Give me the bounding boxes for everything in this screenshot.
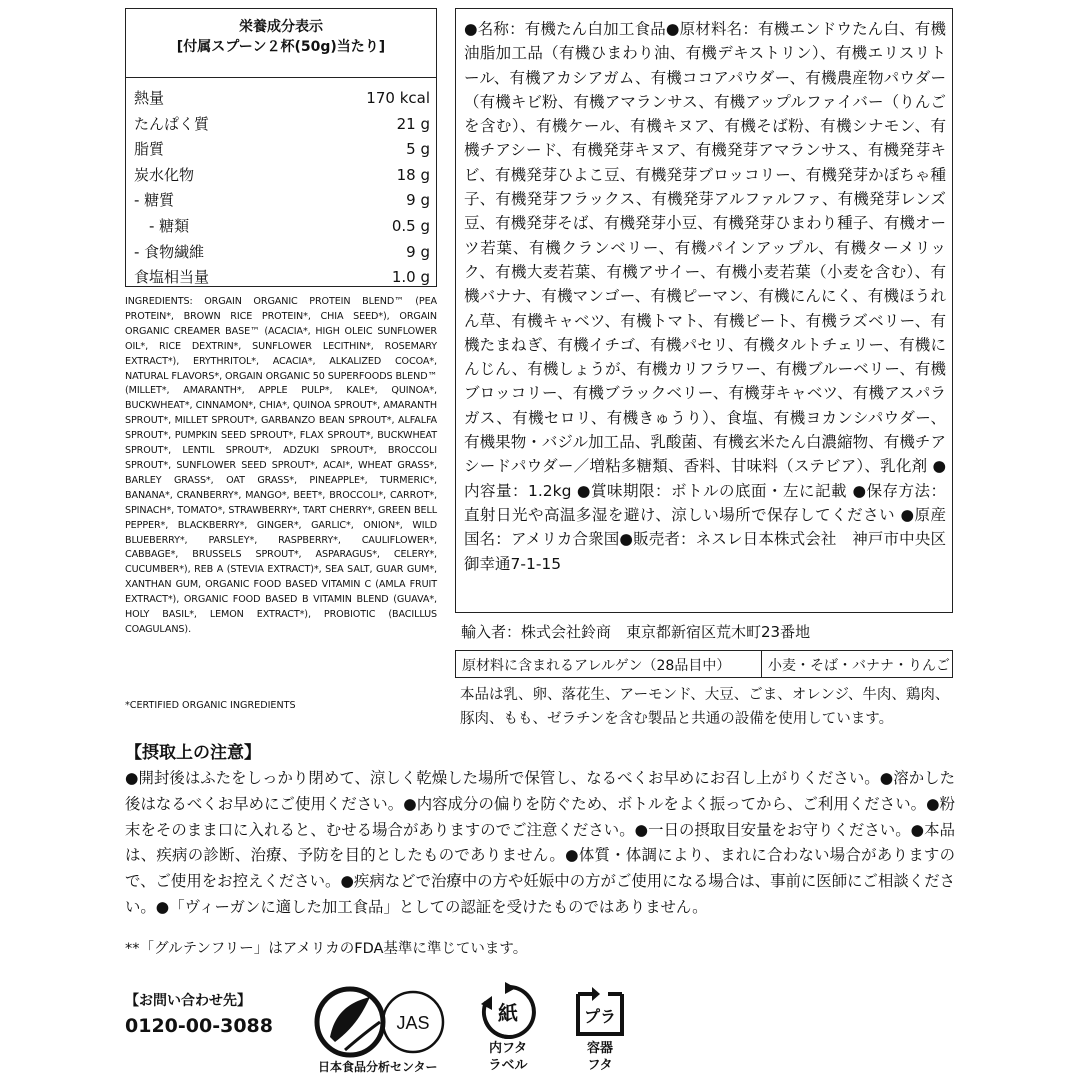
plastic-caption-line1: 容器 xyxy=(586,1041,613,1056)
paper-caption-line2: ラベル xyxy=(488,1058,528,1073)
nutrition-row xyxy=(134,214,430,240)
contact-label: 【お問い合わせ先】 xyxy=(125,993,251,1009)
nutrition-row-label: - 糖質 xyxy=(134,191,175,210)
nutrition-table xyxy=(125,8,437,287)
gluten-free-note: **「グルテンフリー」はアメリカのFDA基準に準じています。 xyxy=(125,941,528,957)
jas-mark-text: JAS xyxy=(396,1013,430,1033)
nutrition-row-value: 0.5 g xyxy=(391,216,430,235)
nutrition-row xyxy=(134,86,430,112)
nutrition-row-label: 炭水化物 xyxy=(134,165,195,184)
paper-caption xyxy=(480,1040,536,1074)
nutrition-row xyxy=(134,265,430,291)
allergen-label: 原材料に含まれるアレルゲン（28品目中） xyxy=(456,651,762,677)
caution-body: ●開封後はふたをしっかり閉めて、涼しく乾燥した場所で保管し、なるべくお早めにお召し上がりください。●溶かした後はなるべくお早めにご使用ください。●内容成分の偏りを防ぐため、ボトルをよく振ってから、ご利用ください。●粉末をそのまま口に入れると、むせる場合がありますのでご注意ください。●一日の摂取目安量をお守りください。●本品は、疾病の診断、治療、予防を目的としたものでありません。●体質・体調により、まれに合わない場合がありますので、ご使用をお控えください。●疾病などで治療中の方や妊娠中の方がご使用になる場合は、事前に医師にご相談ください。●「ヴィーガンに適した加工食品」としての認証を受けたものではありません。 xyxy=(125,769,955,916)
nutrition-rows xyxy=(126,78,436,291)
nutrition-row xyxy=(134,137,430,163)
nutrition-row-value: 5 g xyxy=(406,140,430,159)
nutrition-row xyxy=(134,188,430,214)
nutrition-row-value: 9 g xyxy=(406,242,430,261)
paper-caption-line1: 内フタ xyxy=(488,1041,528,1056)
nutrition-row-label: たんぱく質 xyxy=(134,114,210,133)
ingredients-english: INGREDIENTS: ORGAIN ORGANIC PROTEIN BLEND™ (PEA PROTEIN*, BROWN RICE PROTEIN*, CHIA SEED*), ORGAIN ORGANIC CREAMER BASE™ (ACACIA*, HIGH OLEIC SUNFLOWER OIL*, RICE DEXTRIN*, SUNFLOWER LECITHIN*, ROSEMARY EXTRACT*), ERYTHRITOL*, ACACIA*, ALKALIZED COCOA*, NATURAL FLAVORS*, ORGAIN ORGANIC 50 SUPERFOODS BLEND™ (MILLET*, AMARANTH*, APPLE PULP*, KALE*, QUINOA*, BUCKWHEAT*, CINNAMON*, CHIA*, QUINOA SPROUT*, AMARANTH SPROUT*, MILLET SPROUT*, GARBANZO BEAN SPROUT*, ALFALFA SPROUT*, PUMPKIN SEED SPROUT*, FLAX SPROUT*, BUCKWHEAT SPROUT*, LENTIL SPROUT*, ADZUKI SPROUT*, BROCCOLI SPROUT*, SUNFLOWER SEED SPROUT*, ACAI*, WHEAT GRASS*, BARLEY GRASS*, OAT GRASS*, PINEAPPLE*, TURMERIC*, BANANA*, CRANBERRY*, MANGO*, BEET*, BROCCOLI*, CARROT*, SPINACH*, TOMATO*, STRAWBERRY*, TART CHERRY*, GREEN BELL PEPPER*, BLACKBERRY*, GINGER*, GARLIC*, ONION*, WILD BLUEBERRY*, PARSLEY*, RASPBERRY*, CAULIFLOWER*, CABBAGE*, BRUSSELS SPROUT*, ASPARAGUS*, CELERY*, CUCUMBER*), REB A (STEVIA EXTRACT)*, SEA SALT, GUAR GUM*, XANTHAN GUM, ORGANIC FOOD BASED VITAMIN C (AMLA FRUIT EXTRACT*), ORGANIC FOOD BASED B VITAMIN BLEND (GUAVA*, HOLY BASIL*, LEMON EXTRACT*), PROBIOTIC (BACILLUS COAGULANS). xyxy=(125,296,437,635)
nutrition-row-value: 18 g xyxy=(396,165,430,184)
certified-organic-note: *CERTIFIED ORGANIC INGREDIENTS xyxy=(125,700,296,711)
contact-phone: 0120-00-3088 xyxy=(125,1015,273,1037)
caution-title: 【摂取上の注意】 xyxy=(125,743,261,763)
plastic-caption-line2: フタ xyxy=(587,1058,613,1073)
paper-mark-text: 紙 xyxy=(498,1001,518,1025)
nutrition-row-value: 170 kcal xyxy=(366,89,430,107)
nutrition-row xyxy=(134,240,430,266)
allergen-value: 小麦・そば・バナナ・りんご xyxy=(768,658,950,674)
plastic-caption xyxy=(572,1040,628,1074)
paper-recycle-icon xyxy=(478,982,538,1042)
nutrition-row-value: 21 g xyxy=(396,114,430,133)
nutrition-row xyxy=(134,163,430,189)
nutrition-row-value: 1.0 g xyxy=(391,268,430,287)
nutrition-row-label: - 糖類 xyxy=(134,216,190,235)
shared-facility-note: 本品は乳、卵、落花生、アーモンド、大豆、ごま、オレンジ、牛肉、鶏肉、豚肉、もも、ゼラチンを含む製品と共通の設備を使用しています。 xyxy=(460,687,950,727)
allergen-table xyxy=(455,650,953,678)
product-info-japanese: ●名称：有機たん白加工食品●原材料名：有機エンドウたん白、有機油脂加工品（有機ひまわり油、有機デキストリン）、有機エリスリトール、有機アカシアガム、有機ココアパウダー、有機農産物パウダー（有機キビ粉、有機アマランサス、有機アップルファイバー（りんごを含む）、有機ケール、有機キヌア、有機そば粉、有機シナモン、有機チアシード、有機発芽キヌア、有機発芽アマランサス、有機発芽キビ、有機発芽ひよこ豆、有機発芽ブロッコリー、有機発芽かぼちゃ種子、有機発芽フラックス、有機発芽アルファルファ、有機発芽レンズ豆、有機発芽そば、有機発芽小豆、有機発芽ひまわり種子、有機オーツ若葉、有機クランベリー、有機パインアップル、有機ターメリック、有機大麦若葉、有機アサイー、有機小麦若葉（小麦を含む）、有機バナナ、有機マンゴー、有機ピーマン、有機にんにく、有機ほうれん草、有機キャベツ、有機トマト、有機ビート、有機ラズベリー、有機たまねぎ、有機イチゴ、有機パセリ、有機タルトチェリー、有機にんじん、有機しょうが、有機カリフラワー、有機ブルーベリー、有機ブロッコリー、有機ブラックベリー、有機芽キャベツ、有機アスパラガス、有機セロリ、有機きゅうり）、食塩、有機ヨカンシパウダー、有機果物・バジル加工品、乳酸菌、有機玄米たん白濃縮物、有機チアシードパウダー／増粘多糖類、香料、甘味料（ステビア）、乳化剤 ●内容量：1.2kg ●賞味期限：ボトルの底面・左に記載 ●保存方法：直射日光や高温多湿を避け、涼しい場所で保存してください ●原産国名：アメリカ合衆国●販売者：ネスレ日本株式会社 神戸市中央区御幸通7-1-15 xyxy=(455,8,953,613)
nutrition-row-label: - 食物繊維 xyxy=(134,242,205,261)
nutrition-header xyxy=(126,9,436,78)
plastic-recycle-icon xyxy=(570,982,630,1042)
nutrition-row-label: 食塩相当量 xyxy=(134,268,210,287)
nutrition-subtitle: [付属スプーン２杯(50g)当たり] xyxy=(176,39,386,55)
nutrition-row-value: 9 g xyxy=(406,191,430,210)
nutrition-row-label: 脂質 xyxy=(134,140,165,159)
jas-caption: 日本食品分析センター xyxy=(318,1060,438,1074)
nutrition-title: 栄養成分表示 xyxy=(239,19,323,35)
nutrition-row xyxy=(134,112,430,138)
importer-info: 輸入者：株式会社鈴商 東京都新宿区荒木町23番地 xyxy=(461,623,811,641)
nutrition-row-label: 熱量 xyxy=(134,89,165,107)
plastic-mark-text: プラ xyxy=(583,1007,617,1026)
